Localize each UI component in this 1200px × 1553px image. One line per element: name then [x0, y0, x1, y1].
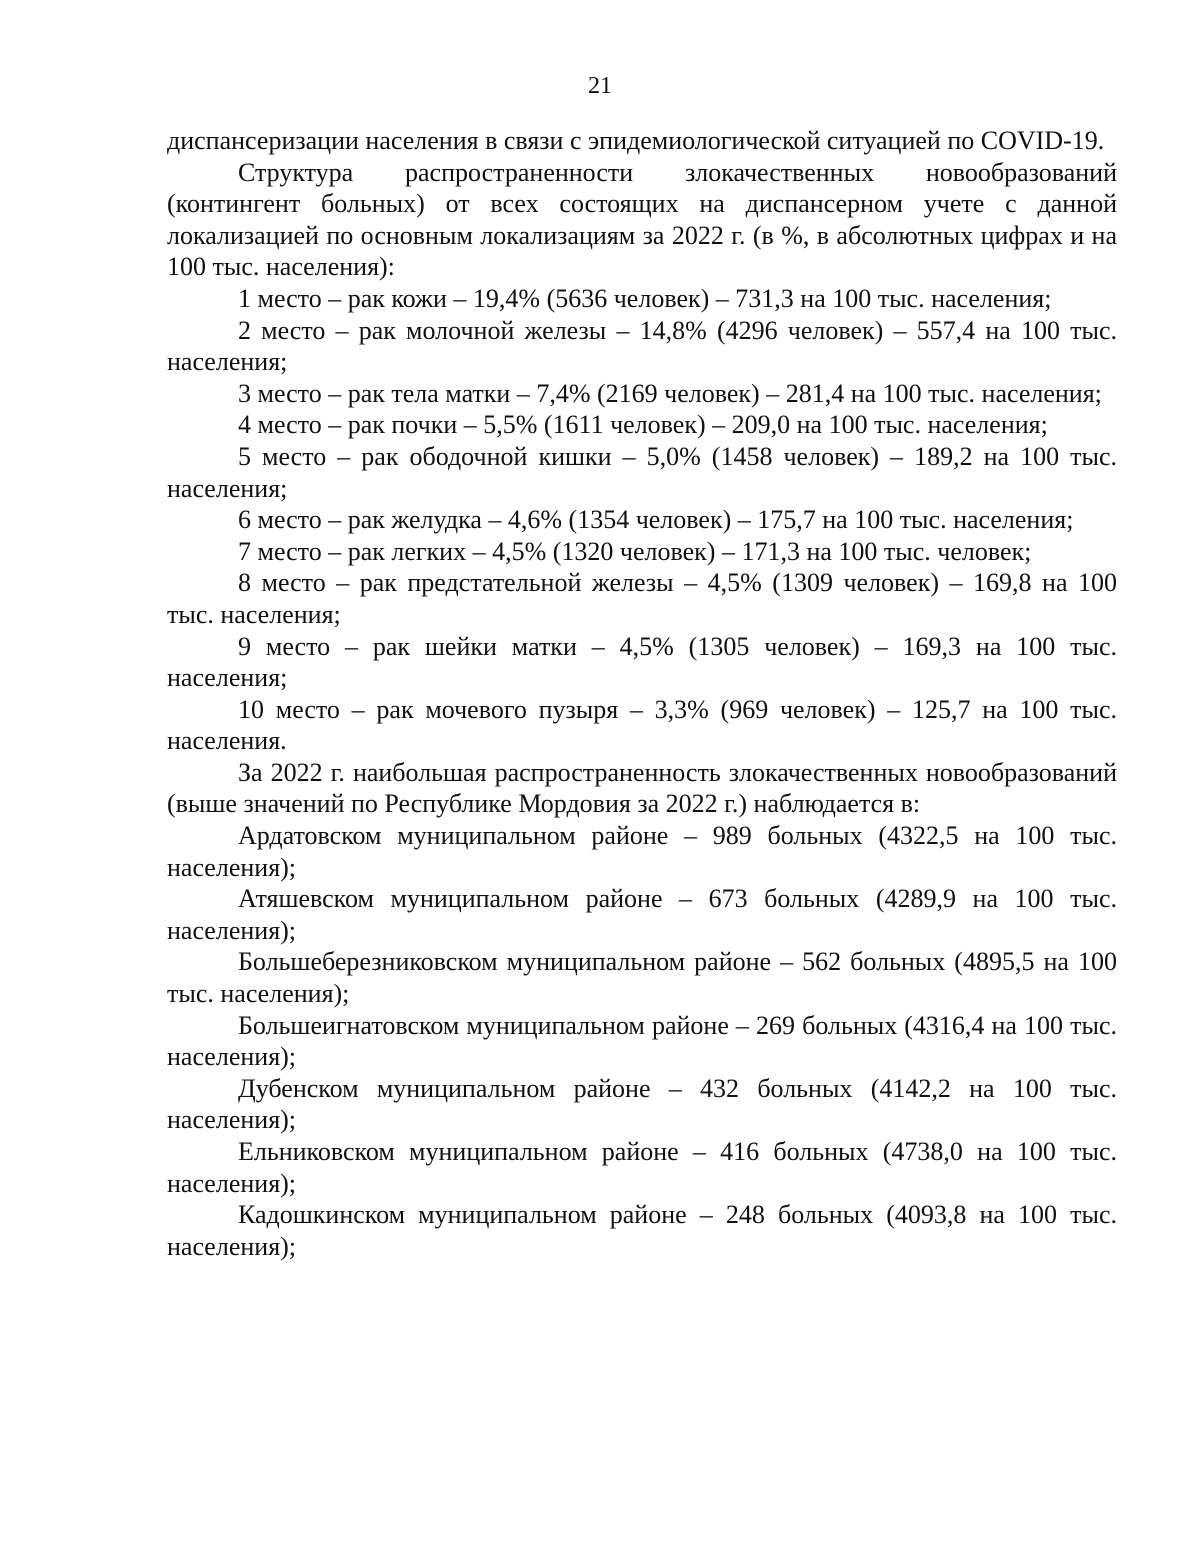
list-item-rank-7: 7 место – рак легких – 4,5% (1320 человек) – 171,3 на 100 тыс. человек;: [238, 536, 1032, 566]
district-item-bolsheberezníkovsky: Большеберезниковском муниципальном районе – 562 больных (4895,5 на 100 тыс. населения);: [167, 947, 1117, 1009]
district-item-atyashevsky: Атяшевском муниципальном районе – 673 больных (4289,9 на 100 тыс. населения);: [167, 884, 1117, 945]
district-item-ardatovsky: Ардатовском муниципальном районе – 989 больных (4322,5 на 100 тыс. населения);: [167, 821, 1117, 882]
paragraph-intro-continuation: диспансеризации населения в связи с эпидемиологической ситуацией по COVID-19.: [167, 126, 1105, 155]
list-item-rank-10: 10 место – рак мочевого пузыря – 3,3% (969 человек) – 125,7 на 100 тыс. населения.: [167, 694, 1117, 756]
district-item-dubensky: Дубенском муниципальном районе – 432 больных (4142,2 на 100 тыс. населения);: [167, 1073, 1117, 1135]
list-item-rank-3: 3 место – рак тела матки – 7,4% (2169 человек) – 281,4 на 100 тыс. населения;: [238, 378, 1102, 408]
list-item-rank-9: 9 место – рак шейки матки – 4,5% (1305 человек) – 169,3 на 100 тыс. населения;: [167, 631, 1117, 693]
list-item-rank-6: 6 место – рак желудка – 4,6% (1354 человек) – 175,7 на 100 тыс. населения;: [238, 505, 1074, 535]
list-item-rank-5: 5 место – рак ободочной кишки – 5,0% (1458 человек) – 189,2 на 100 тыс. населения;: [167, 441, 1117, 503]
list-item-rank-8: 8 место – рак предстательной железы – 4,5% (1309 человек) – 169,8 на 100 тыс. населения;: [167, 568, 1117, 629]
district-item-elnikovsky: Ельниковском муниципальном районе – 416 больных (4738,0 на 100 тыс. населения);: [167, 1137, 1117, 1198]
document-body: [167, 125, 1117, 1262]
paragraph-districts-heading: За 2022 г. наибольшая распространенность злокачественных новообразований (выше значений по Республике Мордовия за 2022 г.) наблюдается в:: [167, 757, 1117, 819]
list-item-rank-1: 1 место – рак кожи – 19,4% (5636 человек) – 731,3 на 100 тыс. населения;: [238, 283, 1052, 313]
page-number: 21: [588, 73, 612, 99]
district-item-bolsheignatovsky: Большеигнатовском муниципальном районе – 269 больных (4316,4 на 100 тыс. населения);: [167, 1010, 1117, 1072]
list-item-rank-4: 4 место – рак почки – 5,5% (1611 человек) – 209,0 на 100 тыс. населения;: [238, 410, 1048, 440]
paragraph-structure-heading: Структура распространенности злокачественных новообразований (контингент больных) от всех состоящих на диспансерном учете с данной локализацией по основным локализациям за 2022 г. (в %, в абсолютных цифрах и на 100 тыс. населения):: [167, 157, 1117, 282]
district-item-kadoshkinsky: Кадошкинском муниципальном районе – 248 больных (4093,8 на 100 тыс. населения);: [167, 1200, 1117, 1261]
list-item-rank-2: 2 место – рак молочной железы – 14,8% (4296 человек) – 557,4 на 100 тыс. населения;: [167, 315, 1117, 377]
